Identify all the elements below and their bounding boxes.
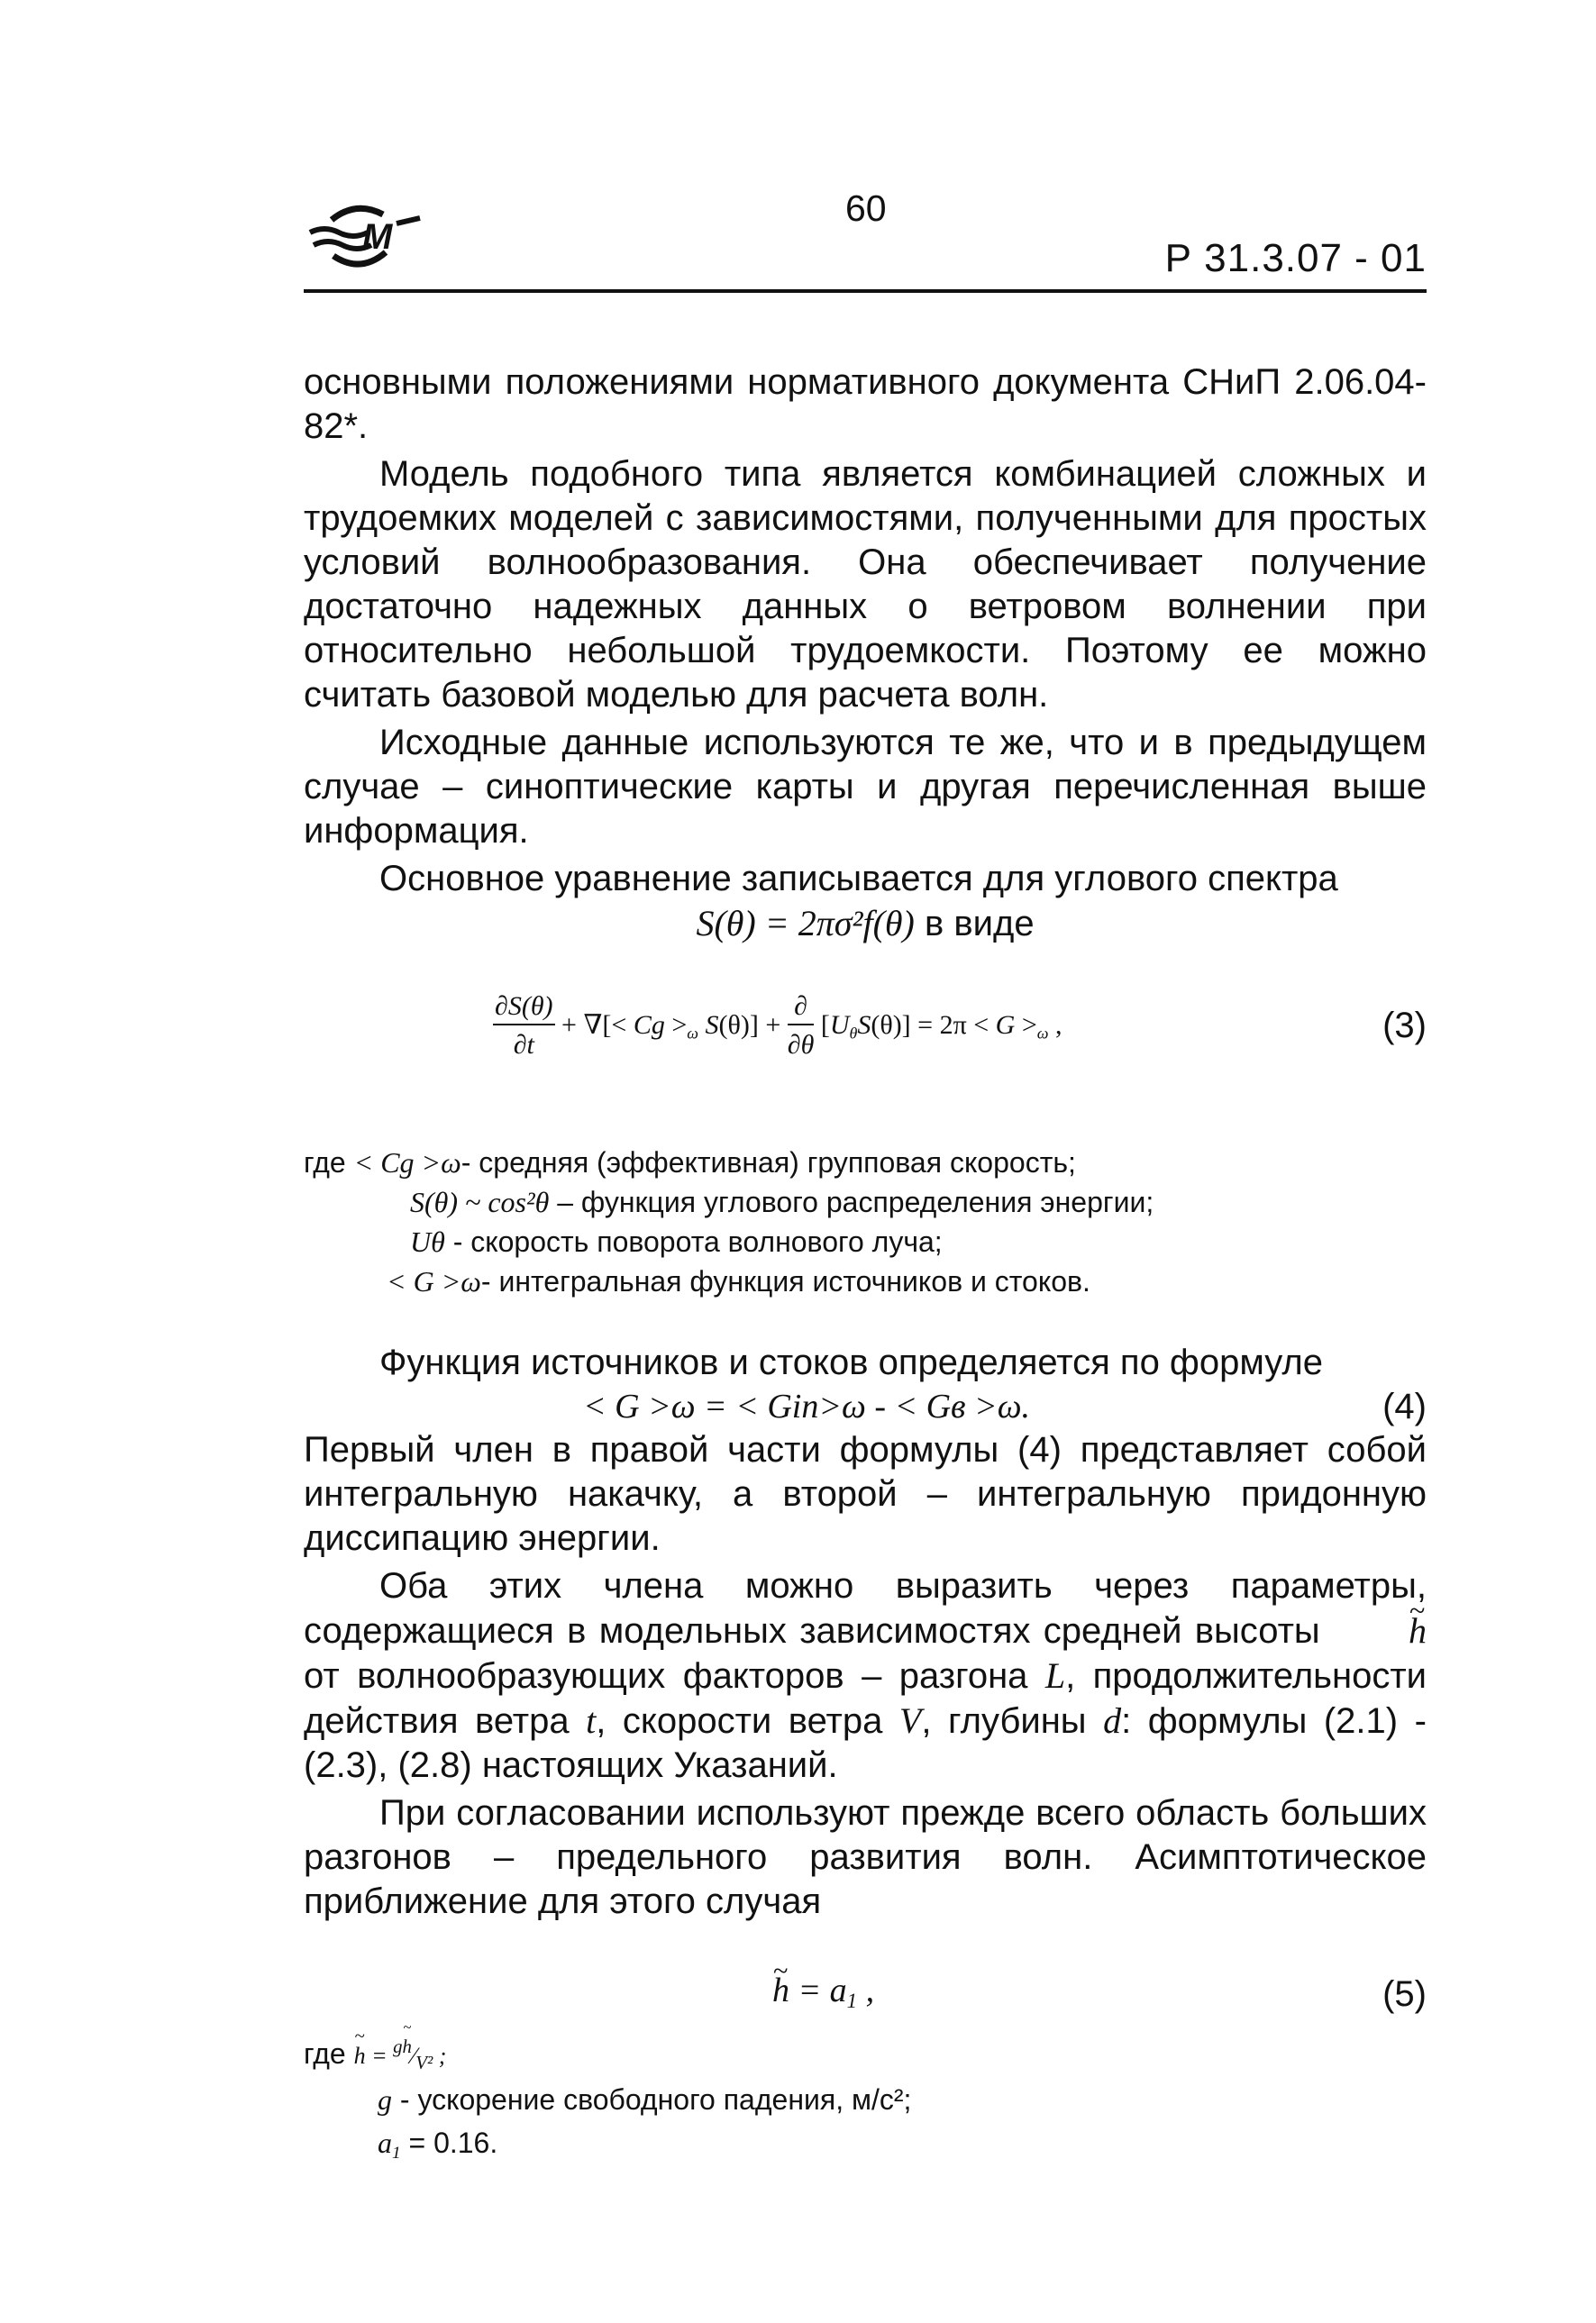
definition-a1: $a_1 = 0.16$. <box>378 2127 498 2163</box>
definition-u-theta: Uθ - скорость поворота волнового луча; <box>410 1225 943 1258</box>
equation-5 <box>304 1960 1427 2032</box>
angular-spectrum-formula: S(θ) = 2πσ²f(θ) <box>696 903 915 943</box>
paragraph-7: Оба этих члена можно выразить через параметры, содержащиеся в модельных зависимостях средней высоты ~ h от волнообразующих факторов – разгона L, продолжительности действия ветра t, скорости ветра V, глубины d: формулы (2.1) - (2.3), (2.8) настоящих Указаний. <box>304 1564 1427 1788</box>
definition-cg: где < Cg >ω- средняя (эффективная) групповая скорость; <box>304 1146 1076 1179</box>
header-divider <box>304 289 1427 293</box>
svg-text:M: M <box>362 217 393 257</box>
equation-3 <box>304 971 1427 1107</box>
equation-3-definitions <box>304 1143 1427 1301</box>
definition-g: < G >ω- интегральная функция источников и стоков. <box>387 1265 1090 1298</box>
equation-5-formula: ~ $h = a_1$ , <box>772 1969 874 2013</box>
paragraph-5: Функция источников и стоков определяется по формуле <box>379 1343 1323 1382</box>
paragraph-8: При согласовании используют прежде всего область больших разгонов – предельного развития волн. Асимптотическое приближение для этого случая <box>304 1793 1427 1921</box>
document-body <box>304 360 1427 2164</box>
mean-height-symbol: ~ h <box>1333 1608 1427 1653</box>
document-code: Р 31.3.07 - 01 <box>1164 236 1427 280</box>
wave-logo-icon <box>306 200 424 274</box>
equation-5-definitions <box>304 2032 1427 2164</box>
equation-5-number: (5) <box>1382 1974 1427 2014</box>
paragraph-4-text: Основное уравнение записывается для углового спектра <box>379 859 1338 898</box>
paragraph-2: Модель подобного типа является комбинацией сложных и трудоемких моделей с зависимостями, полученными для простых условий волнообразования. Она обеспечивает получение достаточно надежных данных о ветровом волнении при относительно небольшой трудоемкости. Поэтому ее можно считать базовой моделью для расчета волн. <box>304 454 1427 715</box>
paragraph-1: основными положениями нормативного документа СНиП 2.06.04-82*. <box>304 362 1427 446</box>
paragraph-3: Исходные данные используются те же, что и в предыдущем случае – синоптические карты и другая перечисленная выше информация. <box>304 723 1427 851</box>
definition-gravity: g - ускорение свободного падения, м/с²; <box>378 2083 912 2116</box>
equation-3-formula: $\frac{\partial S(\theta)}{\partial t}$ + ∇[< $Cg >_\omega$ S(θ)] + $\frac{\partial}{\partial\theta}$ $[U_\theta S(\theta)] = 2\pi < G >_\omega$ , <box>495 991 1062 1060</box>
equation-4-formula: < G >ω = < Gin>ω - < Gв >ω. <box>583 1388 1031 1426</box>
equation-4-number: (4) <box>1382 1387 1427 1426</box>
definition-h-tilde: где ~ $h = ^{gh}⁄_{V^2}$ ; <box>304 2032 1427 2078</box>
page-number: 60 <box>845 187 887 229</box>
equation-3-number: (3) <box>1382 1006 1427 1045</box>
paragraph-6: Первый член в правой части формулы (4) представляет собой интегральную накачку, а второй – интегральную придонную диссипацию энергии. <box>304 1430 1427 1558</box>
paragraph-4-formula-line <box>304 901 1427 946</box>
definition-s-theta: S(θ) ~ cos²θ – функция углового распределения энергии; <box>410 1186 1154 1218</box>
equation-4 <box>304 1385 1427 1428</box>
paragraph-4-tail: в виде <box>925 904 1035 943</box>
paragraph-4 <box>304 857 1427 901</box>
